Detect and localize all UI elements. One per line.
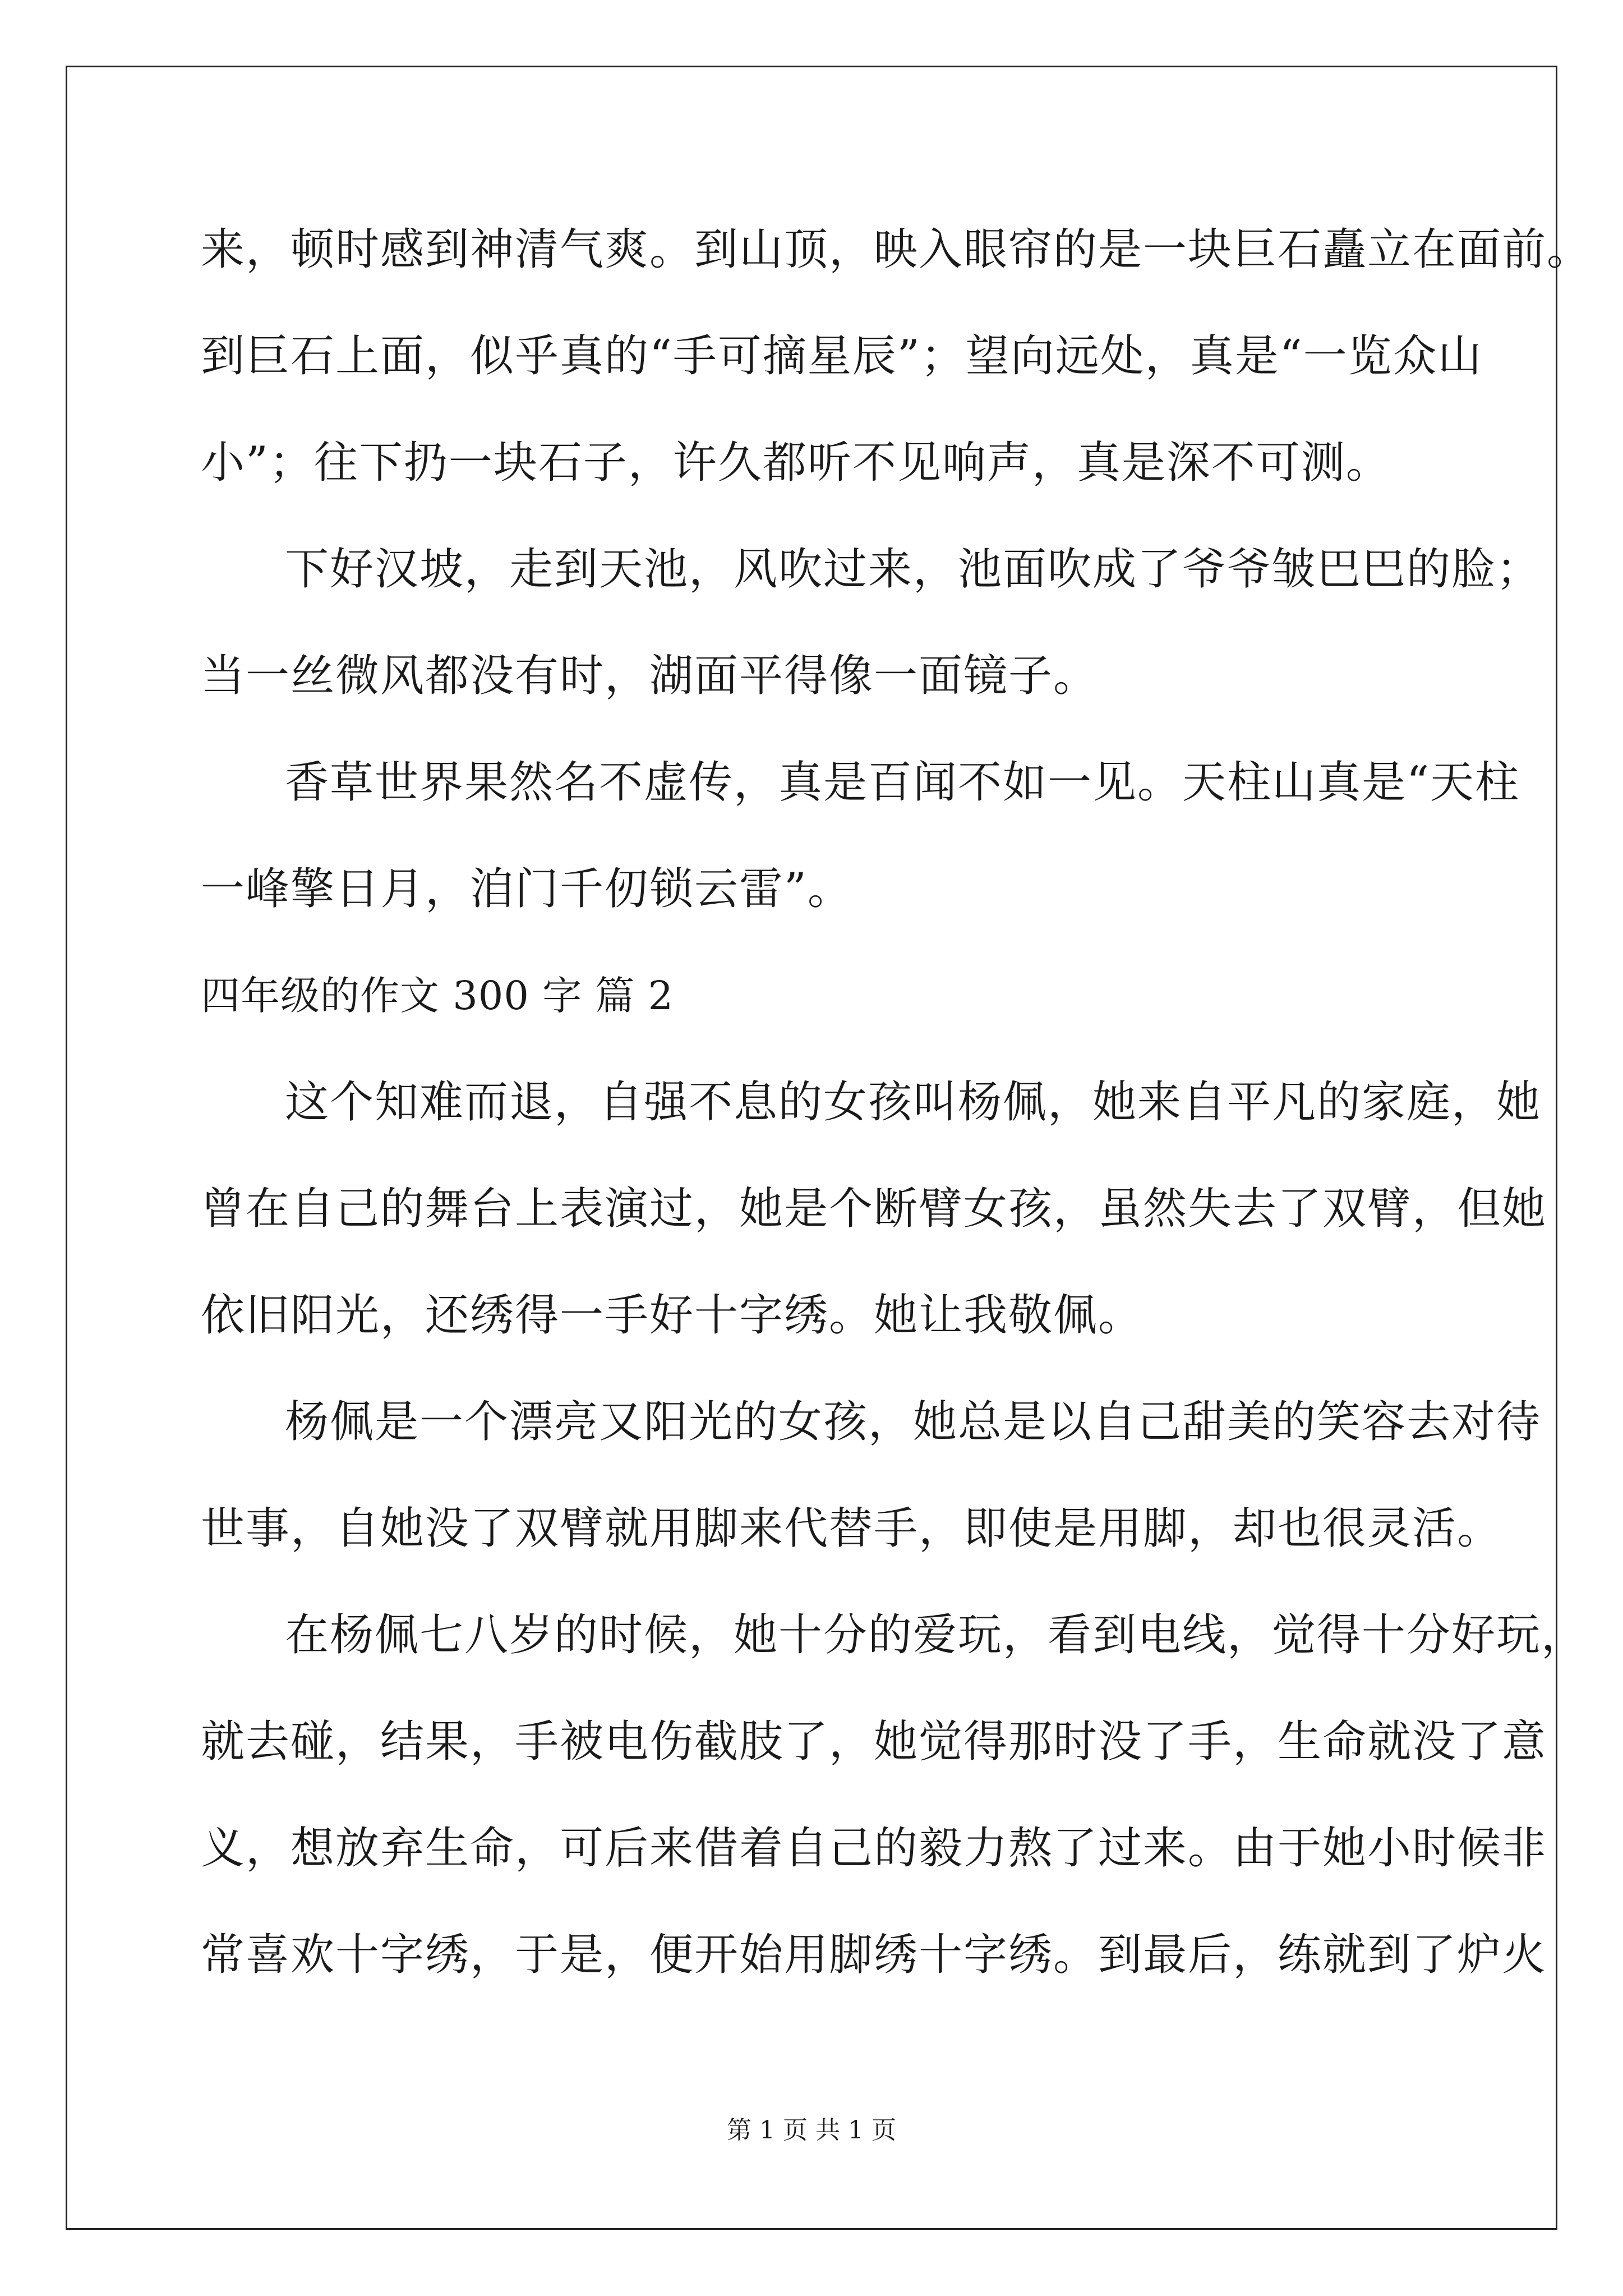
text-line: 小”；往下扔一块石子，许久都听不见响声，真是深不可测。 <box>201 438 1391 488</box>
text-line: 杨佩是一个漂亮又阳光的女孩，她总是以自己甜美的笑容去对待 <box>285 1397 1542 1447</box>
text-line: 当一丝微风都没有时，湖面平得像一面镜子。 <box>201 651 1099 701</box>
text-line: 就去碰，结果，手被电伤截肢了，她觉得那时没了手，生命就没了意 <box>201 1717 1547 1767</box>
text-line: 到巨石上面，似乎真的“手可摘星辰”；望向远处，真是“一览众山 <box>201 331 1483 381</box>
document-body <box>201 196 1592 2008</box>
text-line: 这个知难而退，自强不息的女孩叫杨佩，她来自平凡的家庭，她 <box>285 1077 1542 1128</box>
text-line: 在杨佩七八岁的时候，她十分的爱玩，看到电线，觉得十分好玩， <box>285 1610 1587 1660</box>
text-line: 一峰擎日月，洎门千仞锁云雷”。 <box>201 864 852 914</box>
text-line: 世事，自她没了双臂就用脚来代替手，即使是用脚，却也很灵活。 <box>201 1503 1502 1554</box>
section-heading: 四年级的作文 300 字 篇 2 <box>201 973 674 1019</box>
text-line: 常喜欢十字绣，于是，便开始用脚绣十字绣。到最后，练就到了炉火 <box>201 1930 1547 1980</box>
text-line: 香草世界果然名不虚传，真是百闻不如一见。天柱山真是“天柱 <box>285 757 1520 808</box>
text-line: 来，顿时感到神清气爽。到山顶，映入眼帘的是一块巨石矗立在面前。 <box>201 224 1592 275</box>
text-line: 依旧阳光，还绣得一手好十字绣。她让我敬佩。 <box>201 1290 1144 1341</box>
text-line: 下好汉坡，走到天池，风吹过来，池面吹成了爷爷皱巴巴的脸； <box>285 544 1542 595</box>
text-line: 义，想放弃生命，可后来借着自己的毅力熬了过来。由于她小时候非 <box>201 1823 1547 1874</box>
page-footer: 第 1 页 共 1 页 <box>727 2116 896 2145</box>
text-line: 曾在自己的舞台上表演过，她是个断臂女孩，虽然失去了双臂，但她 <box>201 1184 1547 1234</box>
